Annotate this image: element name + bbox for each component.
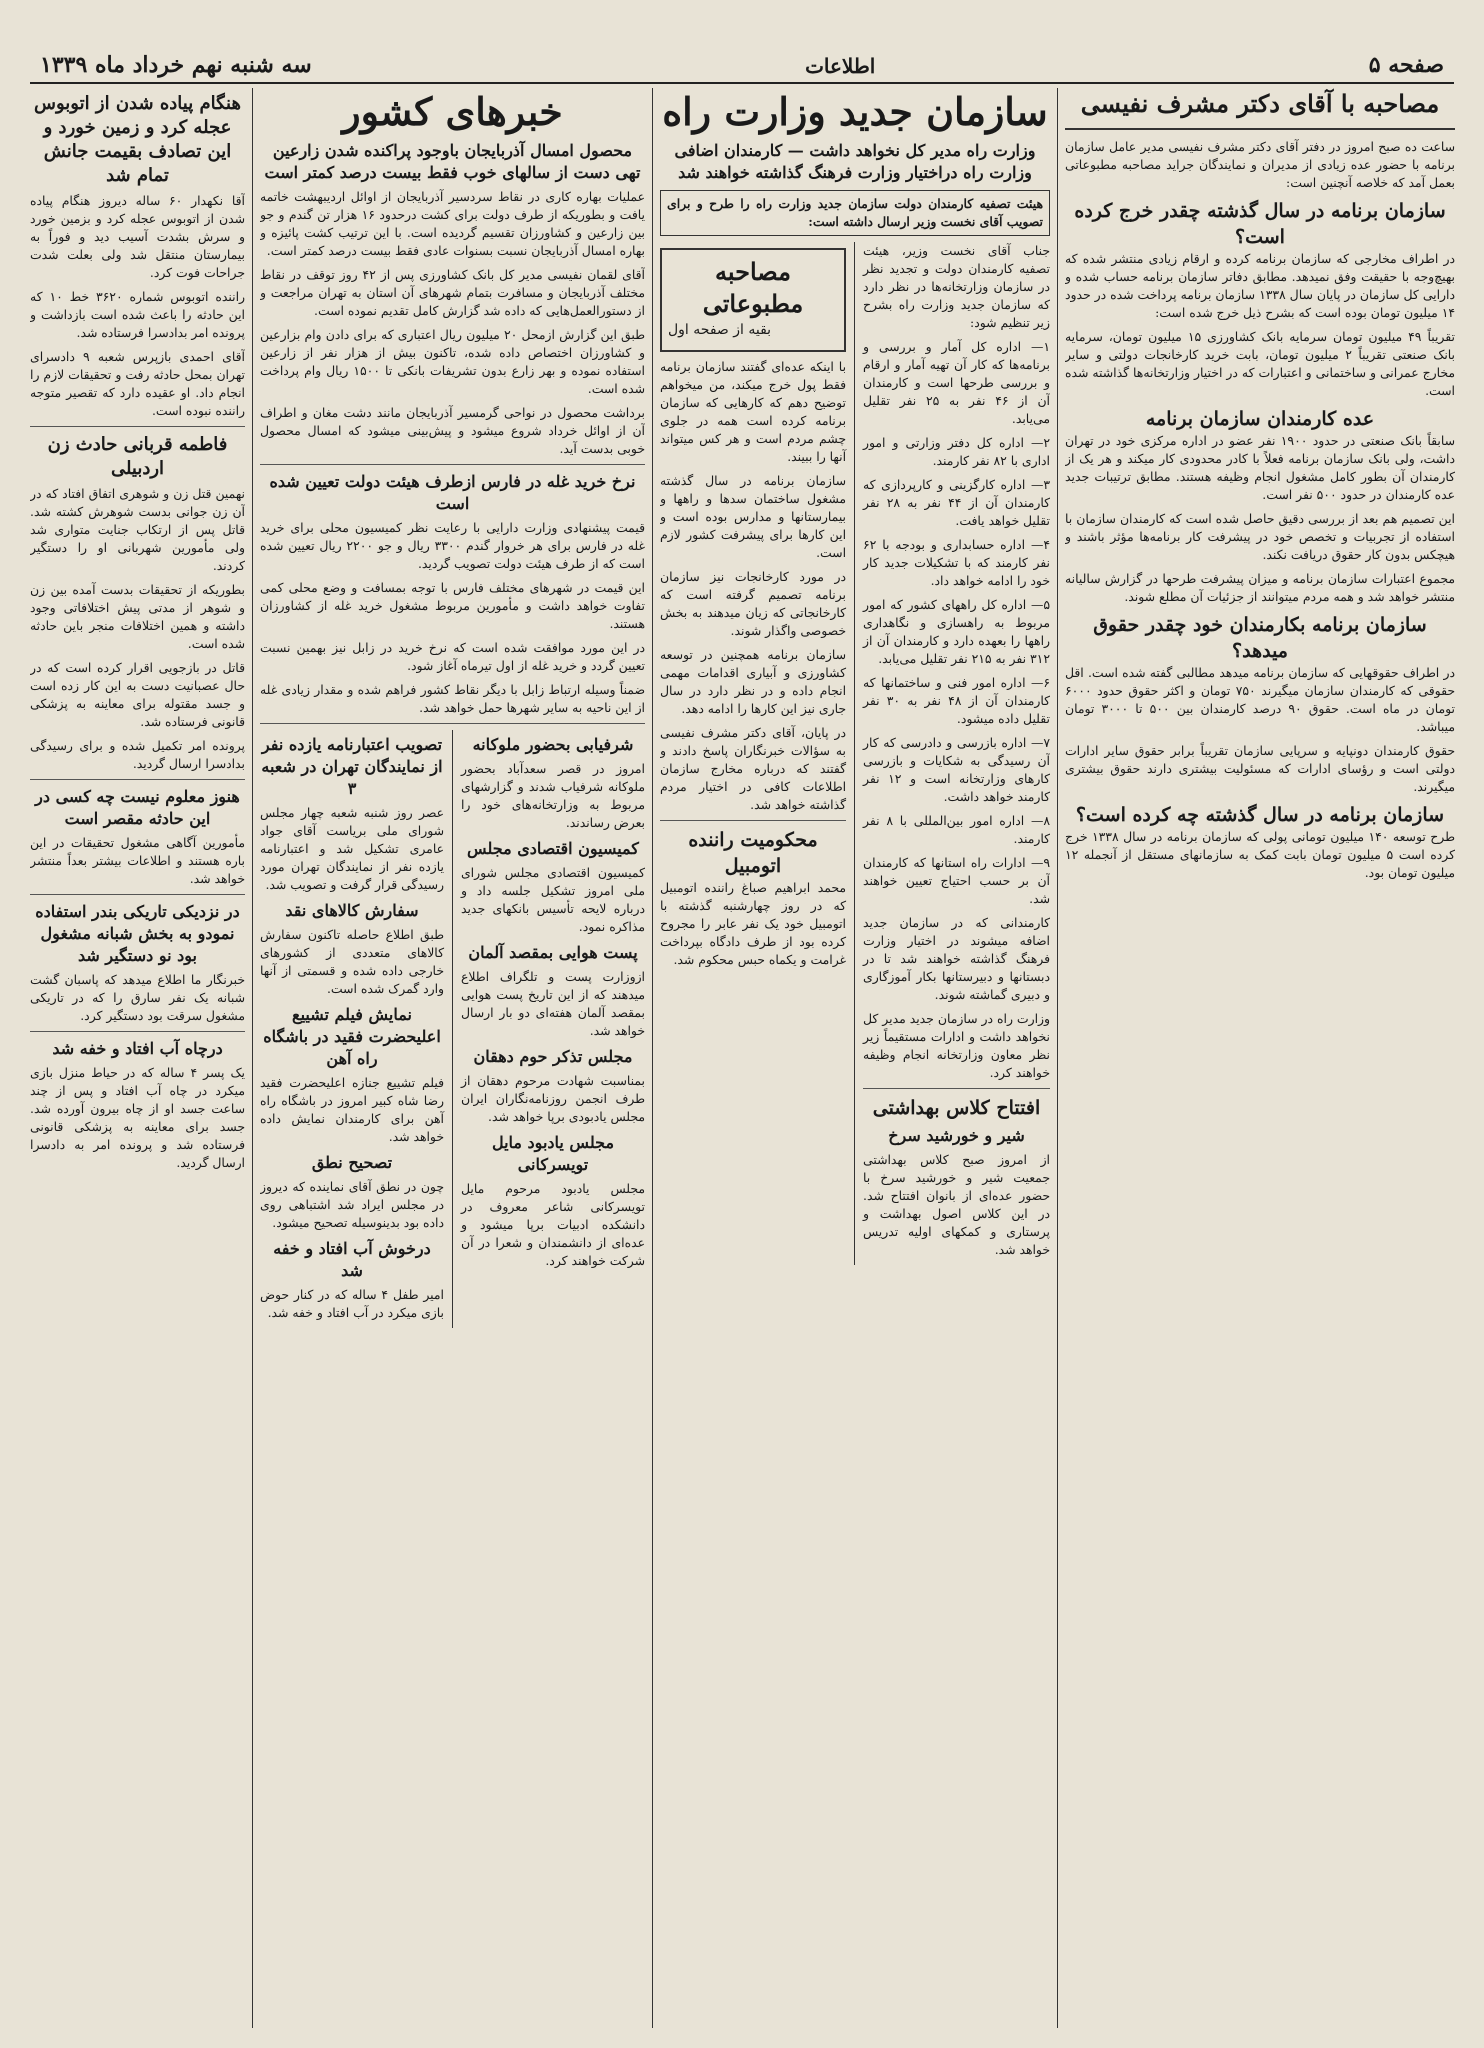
column-road-ministry [660,88,1050,2028]
subheading: عده کارمندان سازمان برنامه [1145,408,1375,430]
article-paragraph: در پایان، آقای دکتر مشرف نفیسی به سؤالات خبرنگاران پاسخ دادند و گفتند که درباره مخارج سازمان اطلاعات کافی در اختیار مردم گذاشته خواهد شد. [660,725,847,812]
memorial-headline: مجلس تذکر حوم دهقان [473,1047,633,1066]
interview-headline: مصاحبه با آقای دکتر مشرف نفیسی [1080,89,1440,118]
subheading: سازمان برنامه در سال گذشته چقدر خرج کرده است؟ [1074,200,1446,248]
article-paragraph: عملیات بهاره کاری در نقاط سردسیر آذربایجان از اوائل اردیبهشت خاتمه یافت و بطوریکه از طرف دولت برای کشت درحدود ۱۶ هزار تن گندم و جو بین زارعین و کشاورزان تقسیم گردیده است. با این ترتیب کشت پائیزه و بهاره امسال آذربایجان نسبت بسنوات عادی فقط بیست درصد کمتر است. [260,189,645,258]
well-drowning-headline: درچاه آب افتاد و خفه شد [52,1039,223,1058]
article-paragraph: عصر روز شنبه شعبه چهار مجلس شورای ملی برياست آقای جواد عامری تشکیل شد و اعتبارنامه یازده نفر از نمایندگان تهران مورد رسیدگی قرار گرفت و تصویب شد. [260,805,444,892]
article-paragraph: سابقاً بانک صنعتی در حدود ۱۹۰۰ نفر عضو در اداره مرکزی خود در تهران داشت، ولی بانک سازمان برنامه فعلاً با کادر محدودی کار میکند و هر یک از کارمندان آن بطور کامل مشغول انجام وظیفه هستند. مطابق ترتیبات جدید عده کارمندان در حدود ۵۰۰ نفر است. [1065,433,1455,502]
article-paragraph: ۵— اداره کل راههای کشور که امور مربوط به راهسازی و نگاهداری راهها را بعهده دارد و کارمندان آن از ۳۱۲ نفر به ۲۱۵ نفر تقلیل می‌یابد. [863,597,1050,666]
article-paragraph: محمد ابراهیم صباغ راننده اتومبیل که در روز چهارشنبه گذشته با اتومبیل خود یک نفر عابر را مجروح کرده بود از طرف دادگاه بپرداخت غرامت و یکماه حبس محکوم شد. [660,880,847,967]
article-paragraph: در اطراف حقوقهایی که سازمان برنامه میدهد مطالبی گفته شده است. اقل حقوقی که کارمندان سازمان میگیرند ۷۵۰ تومان و اکثر حقوق حدود ۶۰۰۰ تومان در ماه است. حقوق ۹۰ درصد کارمندان بین ۵۰۰ تا ۳۰۰۰ تومان میباشد. [1065,665,1455,734]
airmail-headline: پست هوایی بمقصد آلمان [468,943,638,962]
article-paragraph: آقا نکهدار ۶۰ ساله دیروز هنگام پیاده شدن از اتوبوس عجله کرد و بزمین خورد و سرش بشدت آسیب دید و فوراً به بیمارستان منتقل شد ولی بعلت شدت جراحات فوت کرد. [30,193,245,280]
article-paragraph: مجلس یادبود مرحوم مایل تویسرکانی شاعر معروف در دانشکده ادبیات برپا میشود و عده‌ای از دانشمندان و شعرا در آن شرکت خواهند کرد. [460,1181,645,1268]
column-rule [1057,88,1058,2028]
film-headline: نمایش فیلم تشییع اعلیحضرت فقید در باشگاه راه آهن [263,1005,441,1068]
article-paragraph: ساعت ده صبح امروز در دفتر آقای دکتر مشرف نفیسی مدیر عامل سازمان برنامه با حضور عده زیادی از مدیران و نمایندگان جراید مصاحبه مطبوعاتی بعمل آمد که خلاصه آنچنین است: [1065,139,1455,190]
article-paragraph: حقوق کارمندان دونپایه و سرپایی سازمان تقریباً برابر حقوق سایر ادارات دولتی است و رؤسای ادارات که مسئولیت بیشتری دارند حقوق بیشتری میگیرند. [1065,743,1455,794]
correction-headline: تصحیح نطق [311,1153,393,1172]
article-paragraph: طرح توسعه ۱۴۰ میلیون تومانی پولی که سازمان برنامه در سال ۱۳۳۸ خرج کرده است ۵ میلیون تومان بابت کمک به سازمانهای مستقل از آنجمله ۱۲ میلیون تومان بود. [1065,829,1455,880]
intro-text: هیئت تصفیه کارمندان دولت سازمان جدید وزارت راه را طرح و برای تصویب آقای نخست وزیر ارسال داشته است: [667,196,1043,229]
article-paragraph: پرونده امر تکمیل شده و برای رسیدگی بدادسرا ارسال گردید. [30,738,245,771]
continued-note: بقیه از صفحه اول [668,322,772,338]
page-header [30,52,1454,84]
driver-sentence-headline: محکومیت راننده اتومبیل [688,829,818,877]
article-paragraph: وزارت راه در سازمان جدید مدیر کل نخواهد داشت و ادارات مستقیماً زیر نظر معاون وزارتخانه انجام وظیفه خواهند کرد. [863,1011,1050,1080]
road-ministry-headline: سازمان جدید وزارت راه [662,89,1048,134]
article-paragraph: ۲— اداره کل دفتر وزارتی و امور اداری با ۸۲ نفر کارمند. [863,435,1050,468]
article-paragraph: طبق این گزارش ازمحل ۲۰ میلیون ریال اعتباری که برای دادن وام بزارعین و کشاورزان اختصاص داده شده، تاکنون بیش از هزار نفر از زارعین استفاده نموده و بهر زارع بدون تشریفات بانکی تا ۱۵۰۰ ریال وام پرداخت شده است. [260,327,645,396]
article-paragraph: آقای احمدی بازپرس شعبه ۹ دادسرای تهران بمحل حادثه رفت و تحقیقات لازم را انجام داد. او عقیده دارد که تقصیر متوجه راننده نبوده است. [30,349,245,418]
article-paragraph: در اطراف مخارجی که سازمان برنامه کرده و ارقام زیادی منتشر شده که بهیچ‌وجه با حقیقت وفق نمیدهد. مطابق دفاتر سازمان برنامه حساب شده و دارایی کل سازمان در پایان سال ۱۳۳۸ سازمان برنامه پرداخت شده در حدود ۱۴ میلیون تومان بوده است که بشرح ذیل خرج شده است: [1065,251,1455,320]
paper-name: اطلاعات [805,54,876,78]
article-paragraph: ۴— اداره حسابداری و بودجه با ۶۲ نفر کارمند که با تشکیلات جدید کار خود را ادامه خواهد داد. [863,537,1050,588]
article-paragraph: یک پسر ۴ ساله که در حیاط منزل بازی میکرد در چاه آب افتاد و پس از چند ساعت جسد او از چاه بیرون آورده شد. جسد برای معاینه به پزشکی قانونی فرستاده شد و پرونده امر به دادسرا ارسال گردید. [30,1065,245,1170]
bus-accident-headline: هنگام پیاده شدن از اتوبوس عجله کرد و زمین خورد و این تصادف بقیمت جانش تمام شد [34,93,241,186]
subcolumn-right [461,730,645,1328]
health-class-headline: افتتاح کلاس بهداشتی [872,1097,1041,1119]
article-paragraph: سازمان برنامه همچنین در توسعه کشاورزی و آبیاری اقدامات مهمی انجام داده و در نظر دارد در سال جاری نیز این کارها را ادامه دهد. [660,647,847,716]
article-paragraph: ۱— اداره کل آمار و بررسی و برنامه‌ها که کار آن تهیه آمار و ارقام و بررسی طرحها است و کارمندان آن از ۴۶ نفر به ۲۵ نفر تقلیل می‌یابد. [863,339,1050,426]
article-paragraph: در مورد کارخانجات نیز سازمان برنامه تصمیم گرفته است که کارخانجاتی که زیان میدهند به بخش خصوصی واگذار شوند. [660,569,847,638]
drowning-headline: درخوش آب افتاد و خفه شد [273,1239,431,1280]
audience-headline: شرفیابی بحضور ملوکانه [472,735,634,754]
credentials-headline: تصویب اعتبارنامه یازده نفر از نمایندگان تهران در شعبه ۳ [261,735,443,798]
article-paragraph: ۷— اداره بازرسی و دادرسی که کار آن رسیدگی به شکایات و بازرسی کارهای وزارتخانه است و ۱۲ نفر کارمند خواهد داشت. [863,735,1050,804]
memorial-poet-headline: مجلس یادبود مایل تویسرکانی [491,1133,615,1174]
column-incidents [30,88,245,2028]
article-paragraph: سازمان برنامه در سال گذشته مشغول ساختمان سدها و راهها و بیمارستانها و مدارس بوده است و این کارها برای پیشرفت کشور لازم است. [660,473,847,560]
thief-arrest-headline: در نزدیکی تاریکی بندر استفاده نمودو به بخش شبانه مشغول بود نو دستگیر شد [35,902,240,965]
subheading: سازمان برنامه بکارمندان خود چقدر حقوق میدهد؟ [1093,614,1427,662]
article-paragraph: از امروز صبح کلاس بهداشتی جمعیت شیر و خورشید سرخ با حضور عده‌ای از بانوان افتتاح شد. در این کلاس اصول بهداشت و پرستاری و کمکهای اولیه تدریس خواهد شد. [863,1152,1050,1257]
article-paragraph: ۸— اداره امور بین‌المللی با ۸ نفر کارمند. [863,813,1050,846]
azerbaijan-headline: محصول امسال آذربایجان باوجود پراکنده شدن زارعین تهی دست از سالهای خوب فقط بیست درصد کمتر است [264,141,641,182]
subcolumn-left [260,730,444,1328]
article-paragraph: مأمورین آگاهی مشغول تحقیقات در این باره هستند و اطلاعات بیشتر بعداً منتشر خواهد شد. [30,835,245,886]
goods-order-headline: سفارش کالاهای نقد [285,901,419,920]
press-interview-headline: مصاحبه مطبوعاتی [702,257,804,318]
article-paragraph: در این مورد موافقت شده است که نرخ خرید در زابل نیز بهمین نسبت تعیین گردد و خرید غله از اول تیرماه آغاز شود. [260,640,645,673]
column-country-news [260,88,645,2028]
article-paragraph: بطوریکه از تحقیقات بدست آمده بین زن و شوهر از مدتی پیش اختلافاتی وجود داشته و همین اختلافات منجر باین حادثه شده است. [30,582,245,651]
article-paragraph: برداشت محصول در نواحی گرمسیر آذربایجان مانند دشت مغان و اطراف آن از اوائل خرداد شروع میشود و پیش‌بینی میشود که امسال محصول خوبی بدست آید. [260,405,645,456]
article-paragraph: ضمناً وسیله ارتباط زابل با دیگر نقاط کشور فراهم شده و مقدار زیادی غله از این ناحیه به سایر شهرها حمل خواهد شد. [260,682,645,715]
unknown-culprit-headline: هنوز معلوم نیست چه کسی در این حادثه مقصر است [35,787,240,828]
road-ministry-subheadline: وزارت راه مدیر کل نخواهد داشت — کارمندان اضافی وزارت راه دراختیار وزارت فرهنگ گذاشته خواهند شد [674,141,1036,182]
article-paragraph: کمیسیون اقتصادی مجلس شورای ملی امروز تشکیل جلسه داد و درباره لایحه تأسیس بانکهای جدید مذاکره نمود. [460,865,645,934]
article-paragraph: طبق اطلاع حاصله تاکنون سفارش کالاهای متعددی از کشورهای خارجی داده شده و قسمتی از آنها وارد گمرک شده است. [260,927,444,996]
press-interview-box [660,248,846,352]
subcolumn-left [660,242,846,1265]
article-paragraph: فیلم تشییع جنازه اعلیحضرت فقید رضا شاه کبیر امروز در باشگاه راه آهن برای کارمندان نمایش داده خواهد شد. [260,1075,444,1144]
health-class-subheadline: شیر و خورشید سرخ [888,1126,1025,1145]
article-paragraph: ازوزارت پست و تلگراف اطلاع میدهند که از این تاریخ پست هوایی بمقصد آلمان هفته‌ای دو بار ارسال خواهد شد. [460,969,645,1038]
article-paragraph: ۳— اداره کارگزینی و کارپردازی که کارمندان آن از ۴۴ نفر به ۲۸ نفر تقلیل خواهد یافت. [863,477,1050,528]
article-paragraph: بمناسبت شهادت مرحوم دهقان از طرف انجمن روزنامه‌نگاران ایران مجلس یادبودی برپا خواهد شد. [460,1073,645,1124]
article-paragraph: جناب آقای نخست وزیر، هیئت تصفیه کارمندان دولت و تجدید نظر در سازمان وزارتخانه‌ها در نظر دارد که سازمان جدید وزارت راه بشرح زیر تنظیم شود: [863,243,1050,330]
country-news-headline: خبرهای کشور [342,89,563,134]
article-paragraph: با اینکه عده‌ای گفتند سازمان برنامه فقط پول خرج میکند، من میخواهم توضیح دهم که کارهایی که سازمان برنامه کرده است همه در جلوی چشم مردم است و هر کس میتواند آنها را ببیند. [660,359,847,464]
article-paragraph: ۶— اداره امور فنی و ساختمانها که کارمندان آن از ۴۸ نفر به ۳۰ نفر تقلیل داده میشود. [863,675,1050,726]
article-paragraph: کارمندانی که در سازمان جدید اضافه میشوند در اختیار وزارت فرهنگ گذاشته خواهند شد تا در دبستانها و دبیرستانها بکار آموزگاری و دبیری گماشته شوند. [863,915,1050,1002]
page-number: صفحه ۵ [1368,52,1444,78]
article-paragraph: این تصمیم هم بعد از بررسی دقیق حاصل شده است که کارمندان سازمان با استفاده از تجربیات و تخصص خود در پیشرفت کار برنامه‌ها مؤثر باشند و هیچکس بدون کار حقوق دریافت نکند. [1065,511,1455,562]
article-paragraph: این قیمت در شهرهای مختلف فارس با توجه بمسافت و وضع محلی کمی تفاوت خواهد داشت و مأمورین مربوط مشغول خرید غله از کشاورزان هستند. [260,580,645,631]
article-paragraph: تقریباً ۴۹ میلیون تومان سرمایه بانک کشاورزی ۱۵ میلیون تومان، سرمایه بانک صنعتی تقریباً ۲ میلیون تومان، بابت خرید کارخانجات دولتی و سایر مخارج عمرانی و ساختمانی و اعتبارات که در اختیار وزارتخانه‌ها گذاشته شده است. [1065,329,1455,398]
article-paragraph: راننده اتوبوس شماره ۳۶۲۰ خط ۱۰ که این حادثه را باعث شده است بازداشت و پرونده امر بدادسرا فرستاده شد. [30,289,245,340]
article-paragraph: ۹— ادارات راه استانها که کارمندان آن بر حسب احتیاج تعیین خواهند شد. [863,855,1050,906]
fars-grain-headline: نرخ خرید غله در فارس ازطرف هیئت دولت تعیین شده است [269,472,636,513]
article-paragraph: آقای لقمان نفیسی مدیر کل بانک کشاورزی پس از ۴۲ روز توقف در نقاط مختلف آذربایجان و مسافرت بتمام شهرهای آن استان به تهران مراجعت و از دستورالعمل‌هایی که داده شد گزارش کامل تقدیم نموده است. [260,267,645,318]
article-paragraph: چون در نطق آقای نماینده که دیروز در مجلس ایراد شد اشتباهی روی داده بود بدینوسیله تصحیح میشود. [260,1179,444,1230]
issue-date: سه شنبه نهم خرداد ماه ۱۳۳۹ [40,52,312,78]
intro-box [660,190,1050,236]
article-paragraph: امیر طفل ۴ ساله که در کنار حوض بازی میکرد در آب افتاد و خفه شد. [260,1287,444,1320]
article-paragraph: خبرنگار ما اطلاع میدهد که پاسبان گشت شبانه یک نفر سارق را که در تاریکی مشغول سرقت بود دستگیر کرد. [30,972,245,1023]
subcolumn-right [863,242,1050,1265]
article-paragraph: قاتل در بازجویی اقرار کرده است که در حال عصبانیت دست به این کار زده است و جسد مقتوله برای معاینه به پزشکی قانونی فرستاده شد. [30,660,245,729]
column-rule [652,88,653,2028]
column-rule [252,88,253,2028]
economic-commission-headline: کمیسیون اقتصادی مجلس [467,839,639,858]
article-paragraph: امروز در قصر سعدآباد بحضور ملوکانه شرفیاب شدند و گزارشهای مربوط به وزارتخانه‌های خود را بعرض رساندند. [460,761,645,830]
article-paragraph: نهمین قتل زن و شوهری اتفاق افتاد که در آن زن جوانی بدست شوهرش کشته شد. قاتل پس از ارتکاب جنایت متواری شد ولی مأمورین شهربانی او را دستگیر کردند. [30,486,245,573]
article-paragraph: قیمت پیشنهادی وزارت دارایی با رعایت نظر کمیسیون محلی برای خرید غله در فارس برای هر خروار گندم ۳۳۰۰ ریال و جو ۲۲۰۰ ریال تعیین شده است که از طرف هیئت دولت تصویب گردید. [260,520,645,571]
subheading: سازمان برنامه در سال گذشته چه کرده است؟ [1075,804,1445,826]
article-paragraph: مجموع اعتبارات سازمان برنامه و میزان پیشرفت طرحها در گزارش سالیانه منتشر خواهد شد و همه مردم میتوانند از جزئیات آن مطلع شوند. [1065,571,1455,604]
column-interview [1065,88,1455,2028]
murder-headline: فاطمه قربانی حادث زن اردبیلی [47,434,228,479]
